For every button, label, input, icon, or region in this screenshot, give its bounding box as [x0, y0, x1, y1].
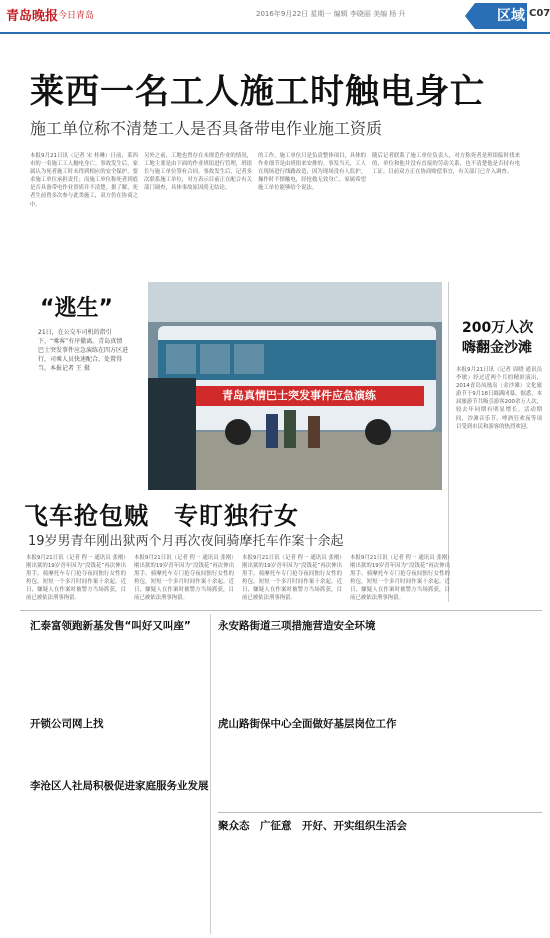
photo-caption-text: 21日，在公交车司机的指引下，“乘客”有序撤离。青岛真情巴士突发事件应急演练在四方区进行，司乘人员快速配合，处置得当。本报记者 王 摄	[38, 329, 129, 372]
news-headline-1: 汇泰富领跑新基发售“叫好又叫座”	[30, 620, 191, 632]
second-subheadline: 19岁男青年刚出狱两个月再次夜间骑摩托车作案十余起	[28, 534, 344, 549]
second-headline: 飞车抢包贼 专盯独行女	[24, 502, 299, 530]
side-headline	[462, 318, 533, 358]
news-headline-2: 永安路街道三项措施营造安全环境	[218, 620, 376, 632]
news-body-4	[218, 732, 542, 808]
second-column-1: 本报9月21日讯（记者 程一 通讯员 张刚）刚出狱的19岁青年因为“没钱花”再次伸出黑手，骑摩托车专门抢夺夜间独行女性的挎包，短短一个多月时间作案十余起。近日，嫌疑人在作案时被警方当场抓获，目前已被依法刑事拘留。	[26, 555, 126, 602]
column-divider-bottom	[210, 614, 211, 934]
issue-meta: 2016年9月22日 星期一 编辑 李晓丽 美编 杨 升	[256, 10, 406, 18]
news-headline-4: 虎山路街保中心全面做好基层岗位工作	[218, 718, 397, 730]
lead-column-4: 随后记者联系了施工单位负责人，对方称死者是班组临时找来的，单位和他并没有直接的劳动关系，也不清楚他是否持有电工证。目前双方正在协商赔偿事宜，有关部门已介入调查。	[372, 153, 520, 176]
news-body-3	[30, 732, 204, 772]
news-body-1	[30, 634, 204, 710]
lead-headline: 莱西一名工人施工时触电身亡	[30, 72, 485, 112]
lead-column-2: 另外之前，工地也曾存在未规范作业的情况，工地主要是由下面的作业班组进行管理，班组长与施工单位签有合同。事故发生后，记者多次联系施工单位，对方表示目前正在配合有关部门调查，具体事故原因尚无结论。	[144, 153, 252, 192]
section-divider	[20, 610, 542, 611]
second-column-4: 本报9月21日讯（记者 程一 通讯员 张刚）刚出狱的19岁青年因为“没钱花”再次伸出黑手，骑摩托车专门抢夺夜间独行女性的挎包，短短一个多月时间作案十余起。近日，嫌疑人在作案时被警方当场抓获，目前已被依法刑事拘留。	[350, 555, 450, 602]
news-body-2	[218, 634, 542, 696]
news-headline-6: 聚众态 广征意 开好、开实组织生活会	[218, 820, 407, 832]
bus-banner-text: 青岛真情巴士突发事件应急演练	[222, 389, 376, 402]
lead-subheadline: 施工单位称不清楚工人是否具备带电作业施工资质	[30, 119, 383, 138]
section-label: 区域	[497, 8, 525, 24]
paper-subtitle: 今日青岛	[58, 11, 95, 21]
side-headline-line-1: 200万人次	[462, 320, 534, 336]
bus-drill-photo	[148, 282, 442, 490]
second-column-2: 本报9月21日讯（记者 程一 通讯员 张刚）刚出狱的19岁青年因为“没钱花”再次伸出黑手，骑摩托车专门抢夺夜间独行女性的挎包，短短一个多月时间作案十余起。近日，嫌疑人在作案时被警方当场抓获，目前已被依法刑事拘留。	[134, 555, 234, 602]
section-arrow-icon	[465, 3, 475, 29]
newspaper-logo: 青岛晚报	[6, 9, 59, 24]
page-number: C07	[529, 8, 550, 19]
photo-caption-heading: “逃生”	[40, 296, 113, 321]
page-header	[0, 0, 550, 34]
news-body-5	[30, 794, 204, 932]
side-story-text: 本报9月21日讯（记者 周晓 通讯员 李敏）经过近两个月的精彩演出，2014青岛凤凰岛（金沙滩）文化旅游节于9月18日圆满闭幕。据悉，本届旅游节共吸引游客200余万人次，较去年同期有明显增长。活动期间，沙滩音乐节、啤酒狂欢夜等项目受到市民和游客的热烈欢迎。	[456, 367, 542, 430]
section-tab	[475, 3, 527, 29]
news-headline-3: 开锁公司网上找	[30, 718, 104, 730]
news-body-6	[218, 834, 542, 932]
side-headline-line-2: 嗨翻金沙滩	[462, 340, 532, 356]
lead-column-1: 本报9月21日讯（记者 宋 桂琳）日前，莱西市的一名施工工人触电身亡。事故发生后，家属认为死者施工时未得到相应的安全保护，要求施工单位承担责任；而施工单位称死者到底是否具备带电作业资质并不清楚。据了解，死者生前曾多次参与此类施工，双方仍在协商之中。	[30, 153, 138, 208]
news-divider	[218, 812, 542, 813]
news-headline-5: 李沧区人社局积极促进家庭服务业发展	[30, 780, 209, 792]
lead-column-3: 的工作，施工单位只是负责整体项目，具体的作业细节是由班组来安排的。事发当天，工人在现场进行线路改造，因为现场没有人监护，操作时不慎触电，经抢救无效身亡。家属希望施工单位能够给个说法。	[258, 153, 366, 192]
second-column-3: 本报9月21日讯（记者 程一 通讯员 张刚）刚出狱的19岁青年因为“没钱花”再次伸出黑手，骑摩托车专门抢夺夜间独行女性的挎包，短短一个多月时间作案十余起。近日，嫌疑人在作案时被警方当场抓获，目前已被依法刑事拘留。	[242, 555, 342, 602]
